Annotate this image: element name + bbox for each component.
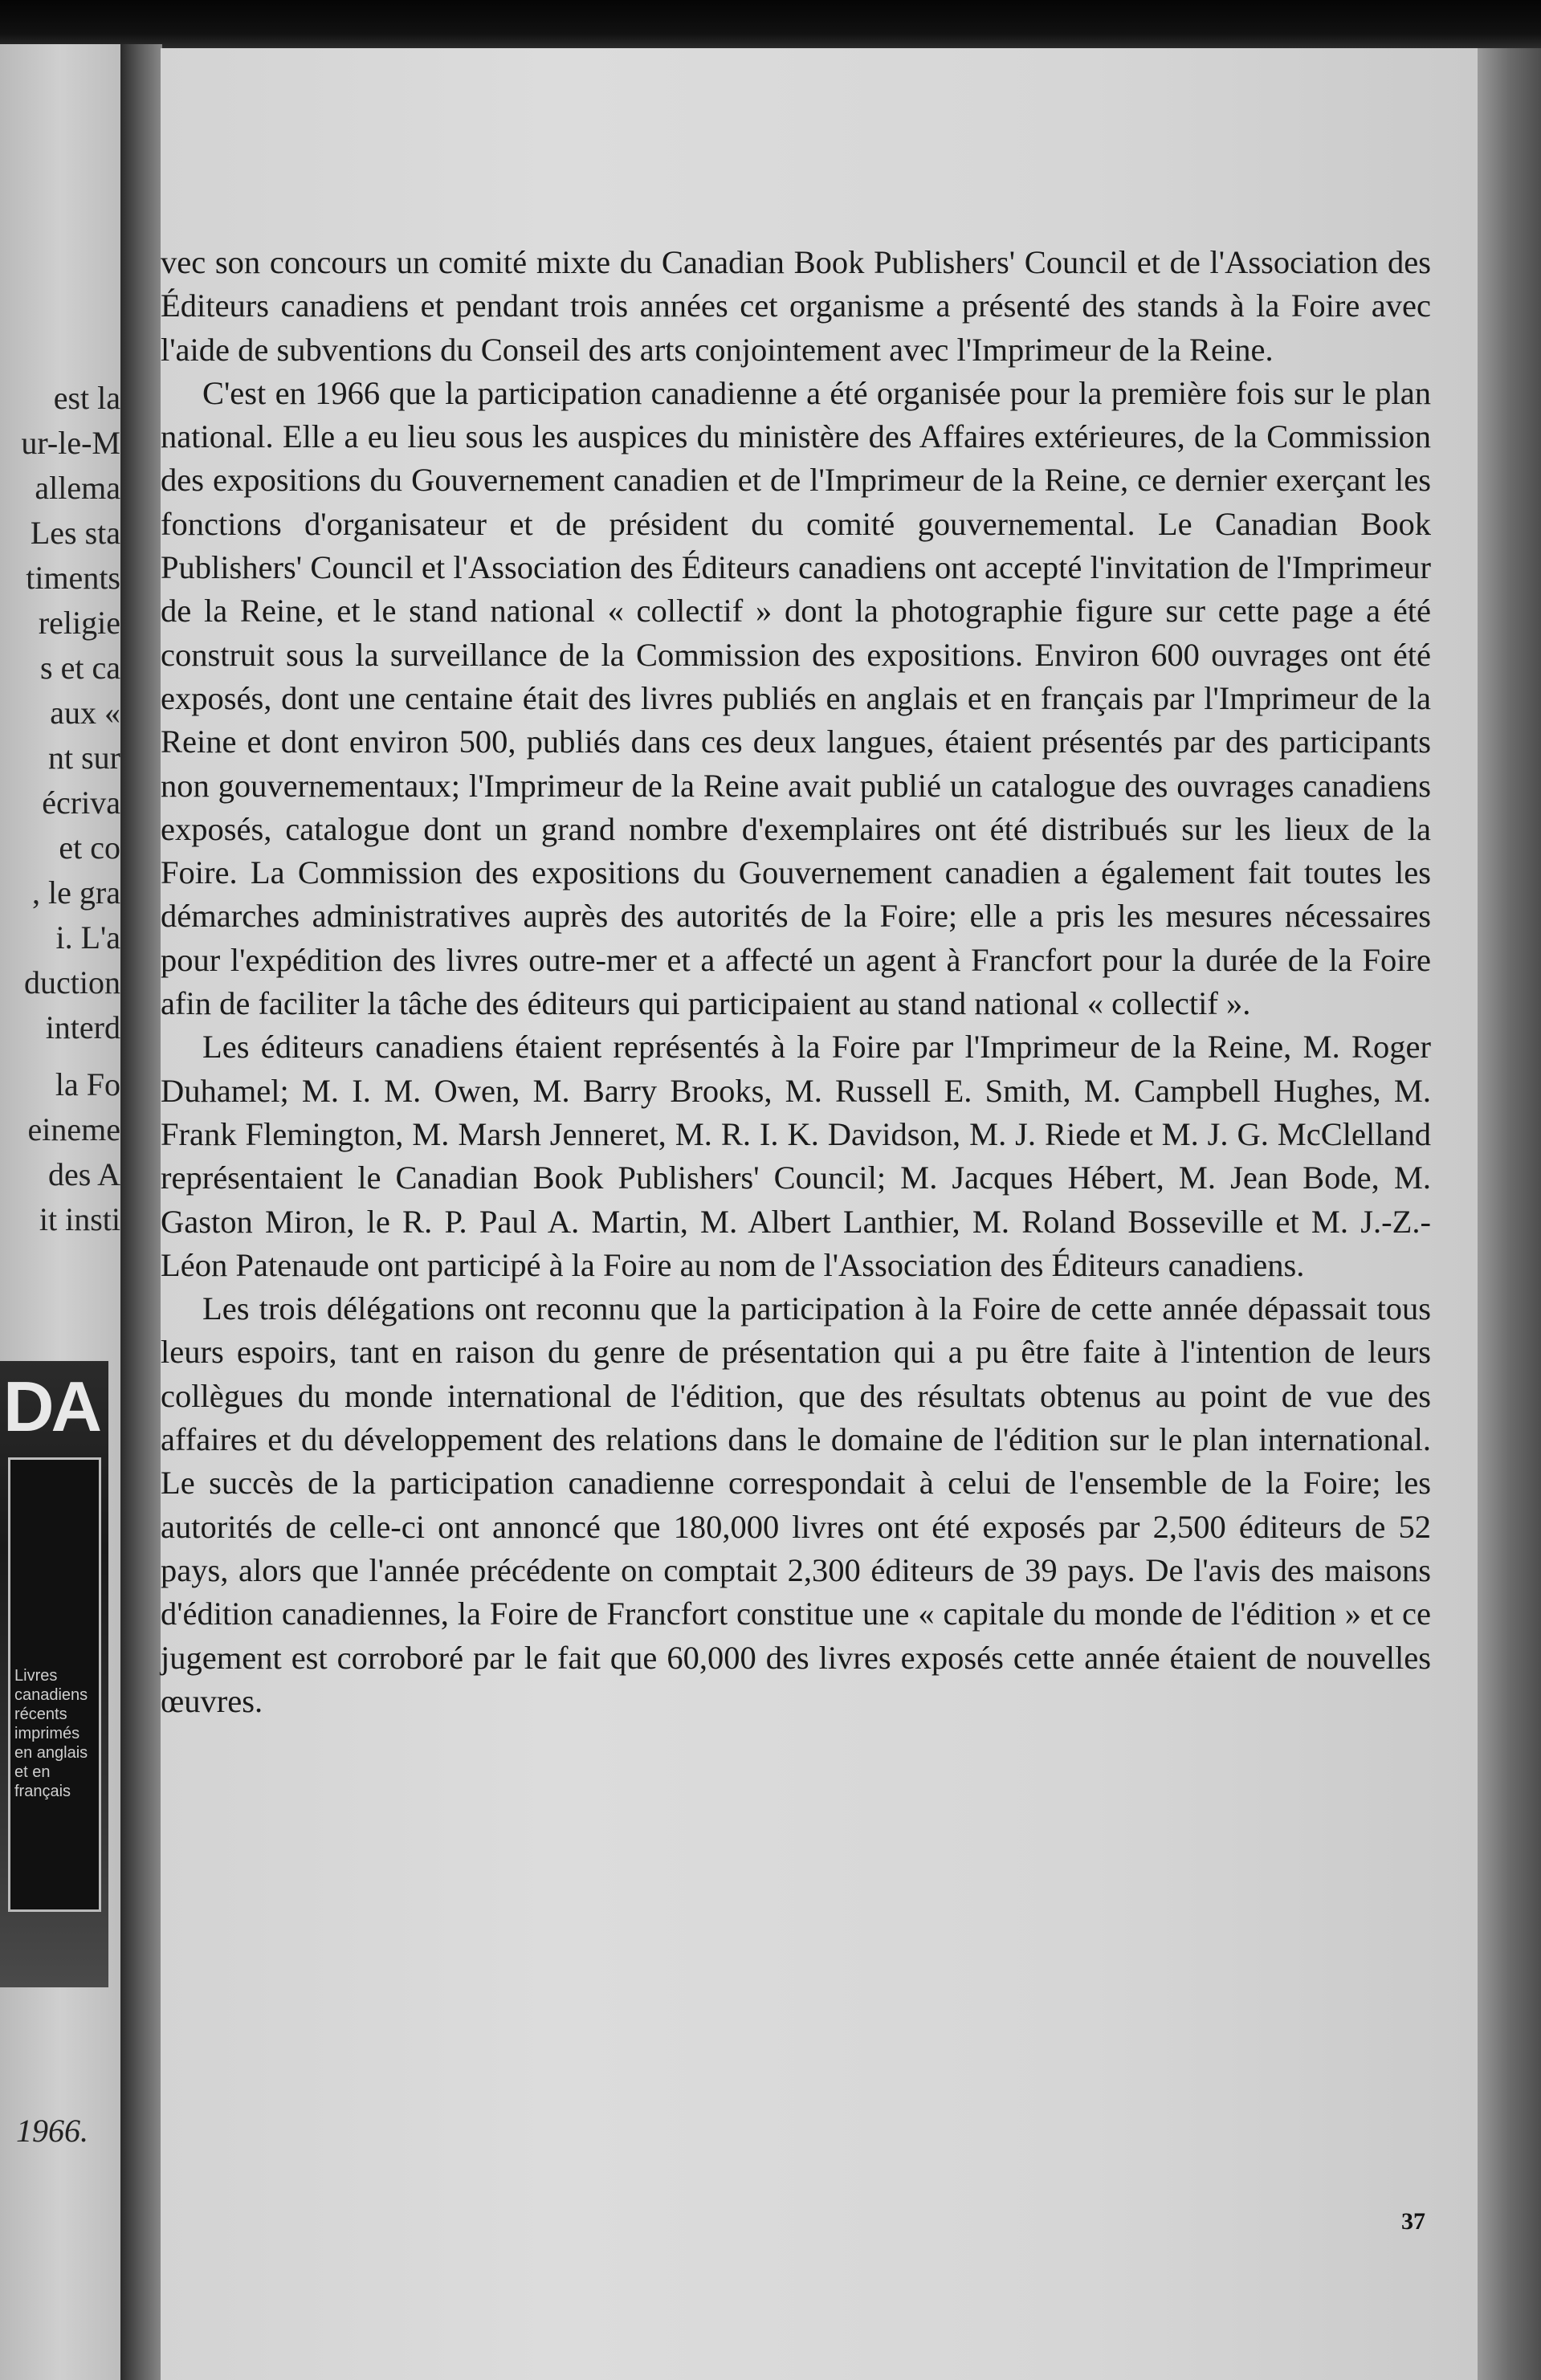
- left-page-fragment: nt sur: [48, 740, 120, 776]
- page-number: 37: [1401, 2208, 1425, 2235]
- left-page-fragment: s et ca: [40, 650, 120, 686]
- left-page-fragment: i. L'a: [55, 919, 120, 956]
- left-facing-page: [0, 44, 120, 2380]
- left-page-fragment: est la: [53, 380, 120, 416]
- paragraph-1: vec son concours un comité mixte du Canadian Book Publishers' Council et de l'Association des Éditeurs canadiens et pendant trois années cet organisme a présenté des stands à la Foire avec l'aide de subventions du Conseil des arts conjointement avec l'Imprimeur de la Reine.: [161, 244, 1431, 368]
- paragraph-2: C'est en 1966 que la participation canadienne a été organisée pour la première fois sur le plan national. Elle a eu lieu sous les auspices du ministère des Affaires extérieures, de la Commission des expositions du Gouvernement canadien et de l'Imprimeur de la Reine, ce dernier exerçant les fonctions d'organisateur et de président du comité gouvernemental. Le Canadian Book Publishers' Council et l'Association des Éditeurs canadiens ont accepté l'invitation de l'Imprimeur de la Reine, et le stand national « collectif » dont la photographie figure sur cette page a été construit sous la surveillance de la Commission des expositions. Environ 600 ouvrages ont été exposés, dont une centaine était des livres publiés en anglais et en français par l'Imprimeur de la Reine et dont environ 500, publiés dans ces deux langues, étaient présentés par des participants non gouvernementaux; l'Imprimeur de la Reine avait publié un catalogue des ouvrages canadiens exposés, catalogue dont un grand nombre d'exemplaires ont été distribués sur les lieux de la Foire. La Commission des expositions du Gouvernement canadien a également fait toutes les démarches administratives auprès des autorités de la Foire; elle a pris les mesures nécessaires pour l'expédition des livres outre-mer et a affecté un agent à Francfort pour la durée de la Foire afin de faciliter la tâche des éditeurs qui participaient au stand national « collectif ».: [161, 374, 1431, 1022]
- left-page-fragment: interd: [45, 1009, 120, 1045]
- left-page-photo: [0, 1361, 108, 1987]
- left-page-fragment: Les sta: [30, 515, 120, 551]
- photo-poster-text: Livres canadiens récents imprimés en anglais et en français: [14, 1667, 88, 1800]
- left-page-fragment: eineme: [27, 1111, 120, 1147]
- document-page: [161, 48, 1478, 2380]
- left-page-fragment: la Fo: [55, 1066, 120, 1102]
- scan-right-edge: [1478, 48, 1541, 2380]
- left-page-fragment: duction: [24, 964, 120, 1000]
- left-page-fragment: allema: [35, 470, 120, 506]
- left-page-fragment: , le gra: [32, 874, 120, 911]
- left-page-fragment: ur-le-M: [21, 425, 120, 461]
- left-page-fragment: écriva: [42, 785, 120, 821]
- paragraph-3: Les éditeurs canadiens étaient représentés à la Foire par l'Imprimeur de la Reine, M. Roger Duhamel; M. I. M. Owen, M. Barry Brooks, M. Russell E. Smith, M. Campbell Hughes, M. Frank Flemington, M. Marsh Jenneret, M. R. I. K. Davidson, M. J. Riede et M. J. G. McClelland représentaient le Canadian Book Publishers' Council; M. Jacques Hébert, M. Jean Bode, M. Gaston Miron, le R. P. Paul A. Martin, M. Albert Lanthier, M. Roland Bosseville et M. J.-Z.-Léon Patenaude ont participé à la Foire au nom de l'Association des Éditeurs canadiens.: [161, 1029, 1431, 1283]
- left-page-fragment: des A: [48, 1156, 120, 1192]
- left-page-fragment: it insti: [39, 1201, 120, 1237]
- left-page-fragment: et co: [59, 829, 120, 866]
- left-page-caption: 1966.: [16, 2113, 88, 2149]
- body-text: [161, 241, 1431, 1723]
- left-page-fragment: timents: [26, 560, 120, 596]
- photo-sign-text: DA: [3, 1367, 100, 1446]
- left-page-fragment: aux «: [50, 695, 120, 731]
- left-page-fragment: religie: [38, 605, 120, 641]
- paragraph-4: Les trois délégations ont reconnu que la participation à la Foire de cette année dépassait tous leurs espoirs, tant en raison du genre de présentation qui a pu être faite à l'intention de leurs collègues du monde international de l'édition, que des résultats obtenus au point de vue des affaires et du développement des relations dans le domaine de l'édition sur le plan international. Le succès de la participation canadienne correspondait à celui de l'ensemble de la Foire; les autorités de celle-ci ont annoncé que 180,000 livres ont été exposés par 2,500 éditeurs de 52 pays, alors que l'année précédente on comptait 2,300 éditeurs de 39 pays. De l'avis des maisons d'édition canadiennes, la Foire de Francfort constitue une « capitale du monde de l'édition » et ce jugement est corroboré par le fait que 60,000 des livres exposés cette année étaient de nouvelles œuvres.: [161, 1290, 1431, 1719]
- book-gutter: [120, 44, 162, 2380]
